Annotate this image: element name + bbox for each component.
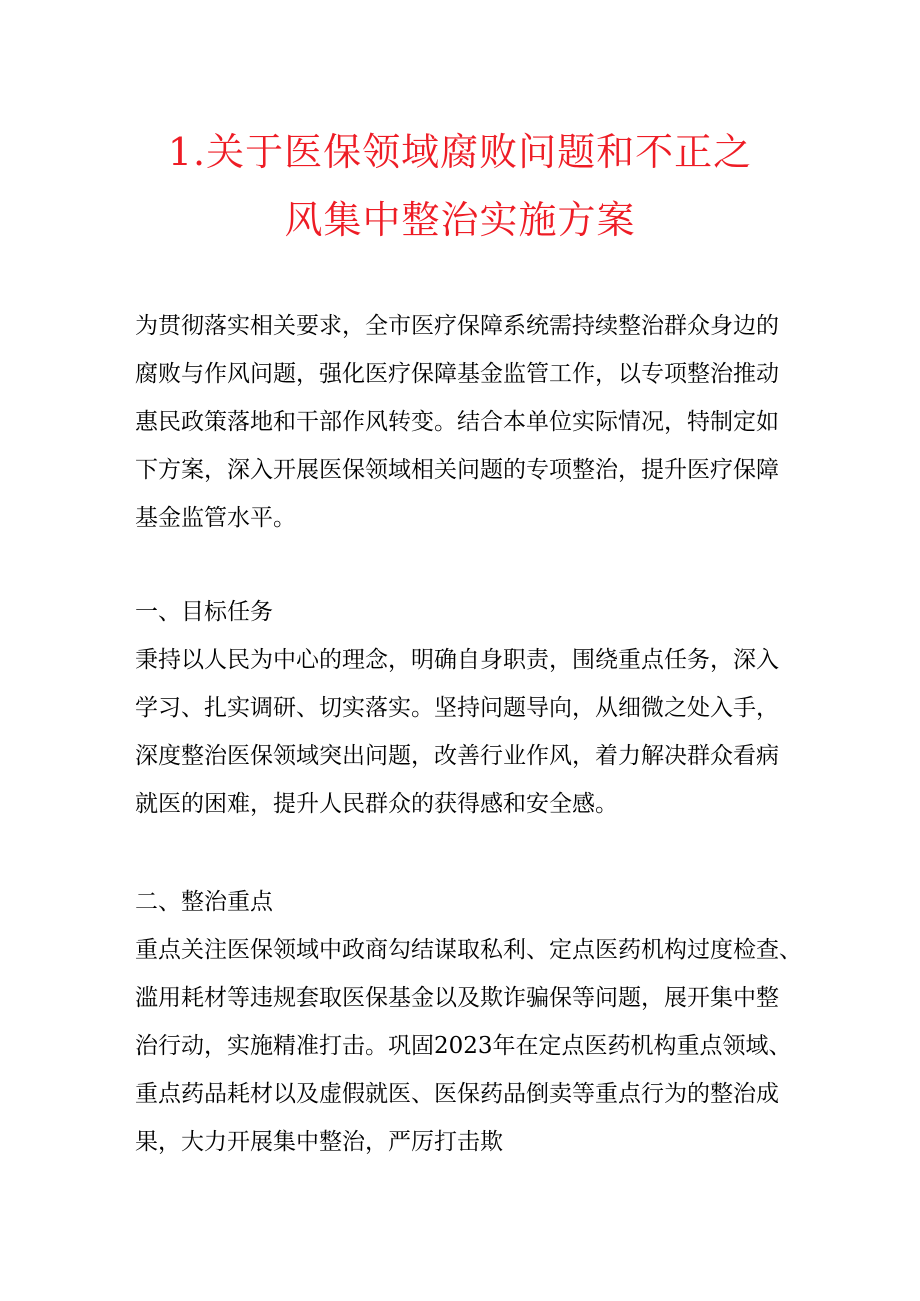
paragraph-line: 基金监管水平。 <box>135 505 296 531</box>
intro-paragraph <box>135 302 803 542</box>
document-title <box>100 118 820 254</box>
section-heading-focus <box>135 878 803 926</box>
paragraph-line: 为贯彻落实相关要求，全市医疗保障系统需持续整治群众身边的 <box>135 313 779 339</box>
goals-paragraph <box>135 636 803 828</box>
title-line: 1.关于医保领域腐败问题和不正之 <box>167 130 753 174</box>
paragraph-line: 下方案，深入开展医保领域相关问题的专项整治，提升医疗保障 <box>135 457 779 483</box>
section-heading: 一、目标任务 <box>135 599 273 625</box>
paragraph-line: 果，大力开展集中整治，严厉打击欺 <box>135 1129 503 1155</box>
paragraph-line: 治行动，实施精准打击。巩固2023年在定点医药机构重点领域、 <box>135 1033 792 1059</box>
paragraph-line: 滥用耗材等违规套取医保基金以及欺诈骗保等问题，展开集中整 <box>135 985 779 1011</box>
paragraph-line: 就医的困难，提升人民群众的获得感和安全感。 <box>135 791 618 817</box>
paragraph-line: 惠民政策落地和干部作风转变。结合本单位实际情况，特制定如 <box>135 409 779 435</box>
paragraph-line: 学习、扎实调研、切实落实。坚持问题导向，从细微之处入手， <box>135 695 779 721</box>
paragraph-line: 秉持以人民为中心的理念，明确自身职责，围绕重点任务，深入 <box>135 647 779 673</box>
focus-paragraph <box>135 926 803 1166</box>
paragraph-line: 深度整治医保领域突出问题，改善行业作风，着力解决群众看病 <box>135 743 779 769</box>
section-heading: 二、整治重点 <box>135 889 273 915</box>
paragraph-line: 腐败与作风问题，强化医疗保障基金监管工作，以专项整治推动 <box>135 361 779 387</box>
section-heading-goals <box>135 588 803 636</box>
title-line: 风集中整治实施方案 <box>284 198 636 242</box>
paragraph-line: 重点关注医保领域中政商勾结谋取私利、定点医药机构过度检查、 <box>135 937 802 963</box>
paragraph-line: 重点药品耗材以及虚假就医、医保药品倒卖等重点行为的整治成 <box>135 1081 779 1107</box>
